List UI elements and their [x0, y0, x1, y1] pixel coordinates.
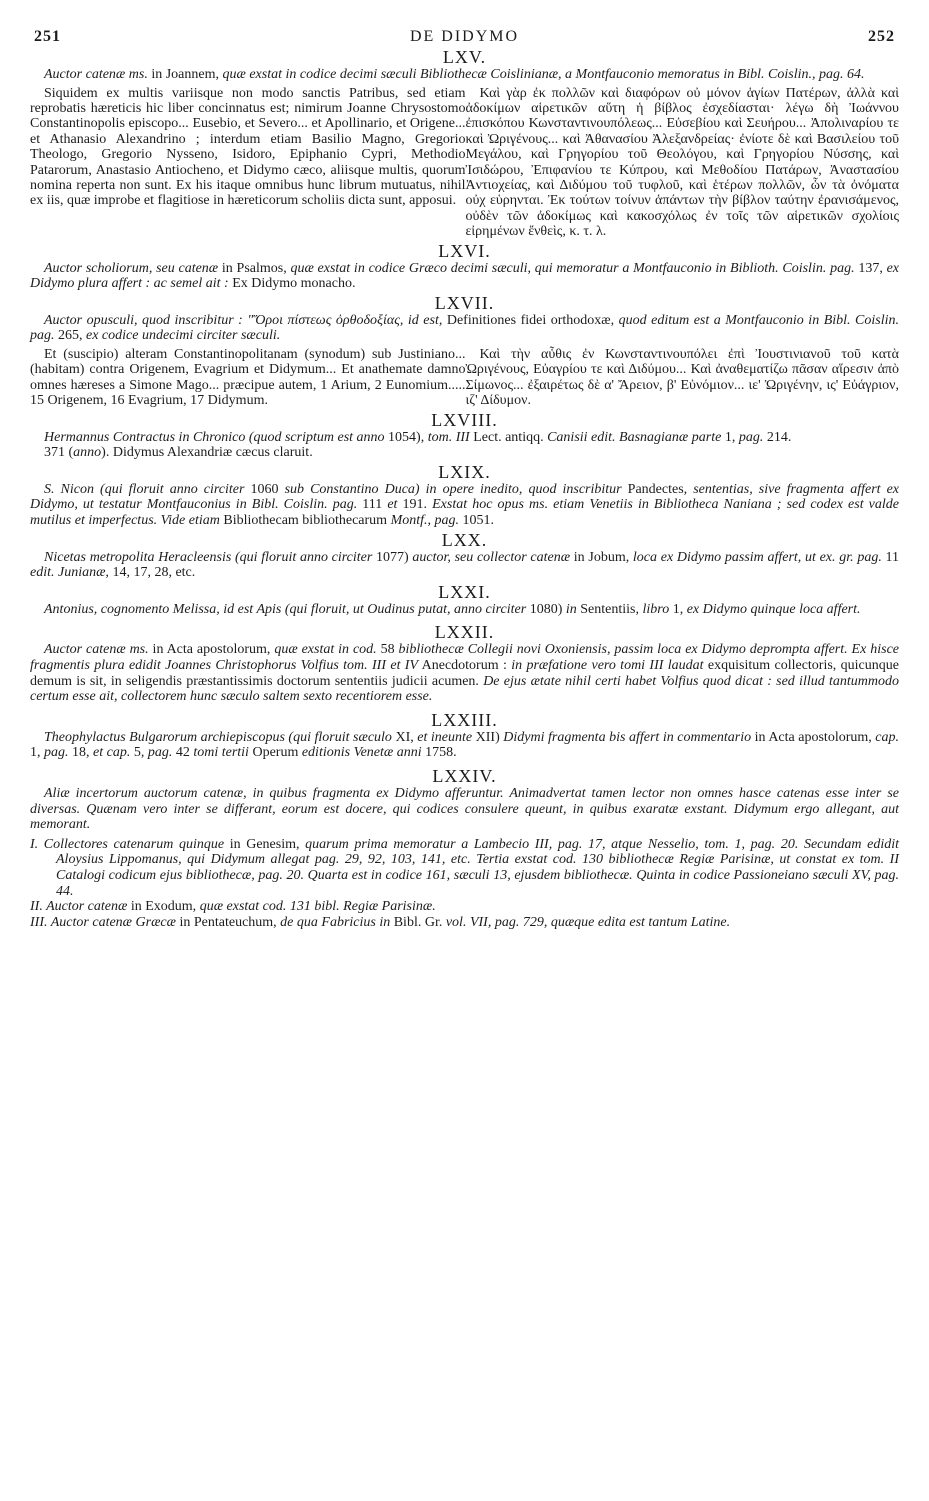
running-title: DE DIDYMO — [409, 28, 520, 45]
latin-column-lxv: Siquidem ex multis variisque non modo sanctis Patribus, sed etiam reprobatis hæreticis hic liber concinnatus est; nimirum Joanne Chrysostomo Constantinopolis episcopo... Eusebio, et Severo... et Apollinario, et Origene... et Athanasio Alexandrino ; interdum etiam Basilio Magno, Gregorio Theologo, Gregorio Nysseno, Isidoro, Epiphanio Cypri, Methodio Patarorum, Anastasio Antiocheno, et Didymo cæco, aliisque multis, quorum nomina reperta non sunt. Ex his itaque omnibus hunc librum mutuatus, nihil ex iis, quæ improbe et flagitiose in hæreticorum scholiis dicta sunt, apposui. — [30, 85, 466, 209]
list-item-iii: III. Auctor catenæ Græcæ in Pentateuchum, de qua Fabricius in Bibl. Gr. vol. VII, pag. 729, quæque edita est tantum Latine. — [30, 914, 731, 930]
lemma-lxx: Nicetas metropolita Heracleensis (qui floruit anno circiter 1077) auctor, seu collector catenæ in Jobum, loca ex Didymo passim affert, ut ex. gr. pag. 11 edit. Junianæ, 14, 17, 28, etc. — [30, 549, 900, 581]
section-title-lxviii: LXVIII. — [431, 409, 498, 430]
lemma-lxvi: Auctor scholiorum, seu catenæ in Psalmos, quæ exstat in codice Græco decimi sæculi, qui memoratur a Montfauconio in Biblioth. Coislin. pag. 137, ex Didymo plura affert : ac semel ait : Ex Didymo monacho. — [30, 260, 899, 292]
section-title-lxvii: LXVII. — [434, 292, 495, 313]
lemma-lxxii: Auctor catenæ ms. in Acta apostolorum, quæ exstat in cod. 58 bibliothecæ Collegii novi Oxoniensis, passim loca ex Didymo deprompta affert. Ex hisce fragmentis plura edidit Joannes Christophorus Volfius tom. III et IV Anecdotorum : in præfatione vero tomi III laudat exquisitum collectoris, quicunque demum is sit, in seligendis præstantissimis doctorum sententiis judicii acumen. De ejus ætate nihil certi habet Volfius quod dicat : sed illud tantummodo certum esse ait, collectorem hunc sæculo saltem sexto recentiorem esse. — [30, 642, 899, 705]
list-item-i: I. Collectores catenarum quinque in Genesim, quarum prima memoratur a Lambecio III, pag. 17, atque Nesselio, tom. 1, pag. 20. Secundam edidit Aloysius Lippomanus, qui Didymum allegat pag. 29, 92, 103, 141, etc. Tertia exstat cod. 130 bibliothecæ Regiæ Parisinæ, ut constat ex tom. II Catalogi codicum ejus bibliothecæ, pag. 20. Quarta est in codice 161, sæculi 13, ejusdem bibliothecæ. Quinta in codice Passioneiano sæculi XV, pag. 44. — [30, 836, 899, 899]
section-title-lxxi: LXXI. — [438, 581, 491, 602]
greek-column-lxv: Καὶ γὰρ ἐκ πολλῶν καὶ διαφόρων οὐ μόνον ἁγίων Πατέρων, ἀλλὰ καὶ ἀδοκίμων αἱρετικῶν αὕτη ἡ βίβλος ἐσχεδίασται· λέγω δὴ Ἰωάννου ἐπισκόπου Κωνσταντινουπόλεως... Εὐσεβίου καὶ Σευήρου... Ἀπολιναρίου τε καὶ Ὠριγένους... καὶ Ἀθανασίου Ἀλεξανδρείας· ἐνίοτε δὲ καὶ Βασιλείου τοῦ Μεγάλου, καὶ Γρηγορίου τοῦ Θεολόγου, καὶ Γρηγορίου Νύσσης, καὶ Ἰσιδώρου, Ἐπιφανίου τε Κύπρου, καὶ Μεθοδίου Πατάρων, Ἀναστασίου Ἀντιοχείας, καὶ Διδύμου τοῦ τυφλοῦ, καὶ ἑτέρων πολλῶν, ὧν τὰ ὀνόματα οὐχ εὑρηνται. Ἐκ τούτων τοίνυν ἁπάντων τὴν βίβλον ταύτην ἐρανισάμενος, οὐδὲν τῶν ἀδοκίμως καὶ κακοσχόλως ἐν τοῖς τῶν αἱρετικῶν σχολίοις εἰρημένων ἔνθεὶς, κ. τ. λ. — [465, 85, 899, 240]
lemma-lxv: Auctor catenæ ms. in Joannem, quæ exstat in codice decimi sæculi Bibliothecæ Coislinianæ, a Montfauconio memoratus in Bibl. Coislin., pag. 64. — [44, 67, 865, 82]
quotation-lxviii: 371 (anno). Didymus Alexandriæ cæcus claruit. — [44, 445, 313, 461]
intro-lxxiv: Aliæ incertorum auctorum catenæ, in quibus fragmenta ex Didymo afferuntur. Animadvertat tamen lector non omnes hasce catenas esse inter se diversas. Quænam vero inter se differant, eorum est docere, qui codices consulere queunt, in quibus exaratæ exstant. Didymum ergo allegant, aut memorant. — [30, 785, 899, 833]
section-title-lxxiv: LXXIV. — [432, 765, 497, 786]
parallel-columns-lxvii — [30, 347, 899, 409]
lemma-lxvii: Auctor opusculi, quod inscribitur : "Ὅροι πίστεως ὀρθοδοξίας, id est, Definitiones fidei orthodoxæ, quod editum est a Montfauconio in Bibl. Coislin. pag. 265, ex codice undecimi circiter sæculi. — [30, 312, 899, 344]
greek-column-lxvii: Καὶ τὴν αὖθις ἐν Κωνσταντινουπόλει ἐπὶ Ἰουστινιανοῦ τοῦ κατὰ Ὠριγένους, Εὐαγρίου τε καὶ Διδύμου... Καὶ ἀναθεματίζω πᾶσαν αἵρεσιν ἀπὸ Σίμωνος... ἐξαιρέτως δὲ α' Ἄρειον, β' Εὐνόμιον... ιε' Ὠριγένην, ις' Εὐάγριον, ιζ' Δίδυμον. — [465, 347, 899, 409]
list-item-ii: II. Auctor catenæ in Exodum, quæ exstat cod. 131 bibl. Regiæ Parisinæ. — [30, 899, 436, 915]
section-title-lxv: LXV. — [442, 47, 487, 67]
left-page-number: 251 — [34, 28, 61, 45]
lemma-lxix: S. Nicon (qui floruit anno circiter 1060 sub Constantino Duca) in opere inedito, quod inscribitur Pandectes, sententias, sive fragmenta affert ex Didymo, ut testatur Montfauconius in Bibl. Coislin. pag. 111 et 191. Exstat hoc opus ms. etiam Venetiis in Bibliotheca Naniana ; sed codex est valde mutilus et imperfectus. Vide etiam Bibliothecam bibliothecarum Montf., pag. 1051. — [30, 481, 900, 529]
lemma-lxxiii: Theophylactus Bulgarorum archiepiscopus (qui floruit sæculo XI, et ineunte XII) Didymi fragmenta bis affert in commentario in Acta apostolorum, cap. 1, pag. 18, et cap. 5, pag. 42 tomi tertii Operum editionis Venetæ anni 1758. — [30, 729, 900, 761]
section-title-lxxii: LXXII. — [434, 622, 495, 643]
right-page-number: 252 — [867, 28, 895, 45]
lemma-lxviii: Hermannus Contractus in Chronico (quod scriptum est anno 1054), tom. III Lect. antiqq. Canisii edit. Basnagianæ parte 1, pag. 214. — [44, 429, 792, 445]
running-head — [34, 28, 895, 46]
parallel-columns-lxv — [30, 86, 899, 240]
section-title-lxvi: LXVI. — [438, 240, 491, 261]
section-title-lxxiii: LXXIII. — [431, 709, 498, 730]
latin-column-lxvii: Et (suscipio) alteram Constantinopolitanam (synodum) sub Justiniano... (habitam) contra Origenem, Evagrium et Didymum... Et anathemate damno omnes hæreses a Simone Mago... præcipue autem, 1 Arium, 2 Eunomium..... 15 Origenem, 16 Evagrium, 17 Didymum. — [30, 347, 466, 409]
section-title-lxx: LXX. — [441, 529, 488, 550]
lemma-lxxi: Antonius, cognomento Melissa, id est Apis (qui floruit, ut Oudinus putat, anno circiter 1080) in Sententiis, libro 1, ex Didymo quinque loca affert. — [44, 601, 861, 617]
section-title-lxix: LXIX. — [438, 461, 491, 482]
